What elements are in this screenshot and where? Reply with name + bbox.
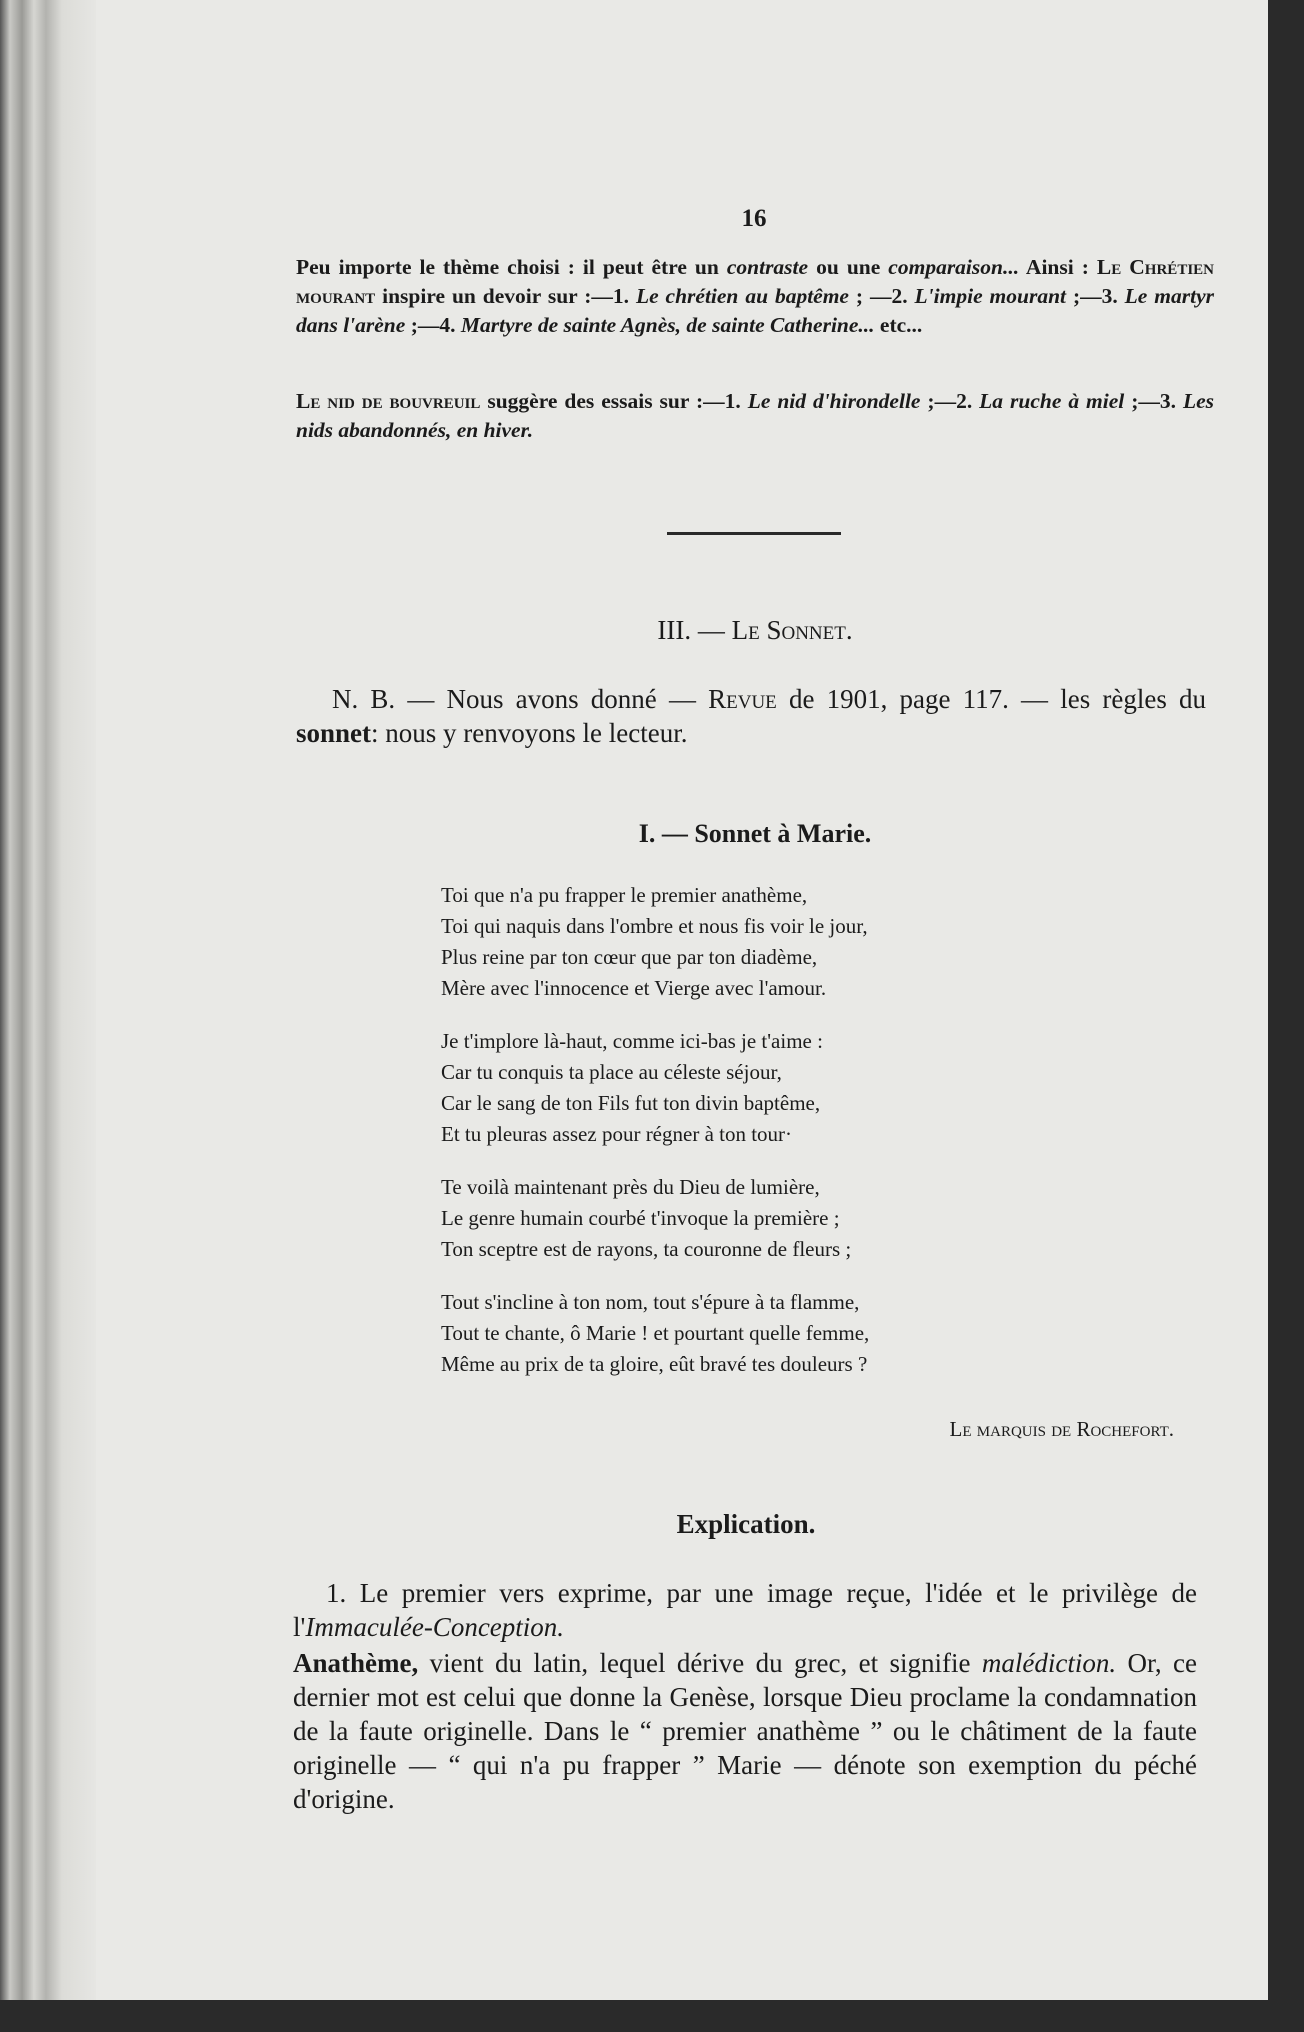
- poem-signature: Le marquis de Rochefort.: [949, 1417, 1174, 1441]
- text: ;—3.: [1124, 389, 1183, 413]
- stanza: [441, 880, 1041, 1004]
- poem-line: Toi qui naquis dans l'ombre et nous fis voir le jour,: [441, 914, 868, 938]
- text-italic: Martyre de sainte Agnès, de sainte Catherine...: [460, 313, 875, 337]
- poem-line: Te voilà maintenant près du Dieu de lumière,: [441, 1175, 820, 1199]
- text: ;—3.: [1066, 284, 1125, 308]
- poem-line: Tout s'incline à ton nom, tout s'épure à ta flamme,: [441, 1290, 860, 1314]
- explication-paragraph-2: [293, 1646, 1197, 1816]
- text: suggère des essais sur :—1.: [480, 389, 748, 413]
- poem-line: Et tu pleuras assez pour régner à ton tour·: [441, 1122, 793, 1146]
- intro-paragraph-1: [296, 253, 1214, 340]
- text-italic: Le chrétien au baptême: [635, 284, 849, 308]
- poem-line: Même au prix de ta gloire, eût bravé tes douleurs ?: [441, 1352, 868, 1376]
- text: Or, ce dernier mot est celui que donne la Genèse, lorsque Dieu proclame la condamnation de la faute originelle. Dans le “ premier anathème ” ou le châtiment de la faute originelle — “ qui n'a pu frapper ” Marie — dénote son exemption du péché d'origine.: [293, 1648, 1197, 1814]
- text-italic: malédiction.: [981, 1648, 1117, 1678]
- section-title: Le Sonnet.: [731, 615, 853, 645]
- text: 1. Le premier vers exprime, par une image reçue, l'idée et le privilège de l': [293, 1578, 1197, 1642]
- text: N. B. — Nous avons donné —: [332, 684, 709, 714]
- book-gutter: [0, 0, 96, 2000]
- stanza: [441, 1172, 1041, 1265]
- text: : nous y renvoyons le lecteur.: [371, 718, 688, 748]
- text: etc...: [874, 313, 923, 337]
- poem-line: Car tu conquis ta place au céleste séjour,: [441, 1060, 782, 1084]
- poem-line: Tout te chante, ô Marie ! et pourtant quelle femme,: [441, 1321, 870, 1345]
- text: inspire un devoir sur :—1.: [375, 284, 636, 308]
- text: vient du latin, lequel dérive du grec, et signifie: [418, 1648, 982, 1678]
- stanza: [441, 1026, 1041, 1150]
- poem-line: Plus reine par ton cœur que par ton diadème,: [441, 945, 818, 969]
- text-italic: Les nids abandonnés, en hiver.: [296, 389, 1214, 442]
- intro-paragraph-2: [296, 387, 1214, 445]
- anatheme-bold: Anathème,: [293, 1648, 419, 1678]
- text-italic: Immaculée-Conception.: [305, 1612, 565, 1642]
- explication-heading: Explication.: [676, 1509, 816, 1539]
- sonnet-bold: sonnet: [296, 718, 372, 748]
- title-small-caps: Le Chrétien mourant: [296, 255, 1214, 308]
- page-number: 16: [741, 205, 767, 232]
- text-italic: contraste: [726, 255, 809, 279]
- text: ;—4.: [405, 313, 461, 337]
- poem-line: Toi que n'a pu frapper le premier anathème,: [441, 883, 808, 907]
- text: de 1901, page 117. — les règles du: [776, 684, 1206, 714]
- text-italic: Le martyr dans l'arène: [296, 284, 1214, 337]
- section-number: III. —: [657, 615, 732, 645]
- explication-paragraph-1: [293, 1576, 1197, 1644]
- stanza: [441, 1287, 1041, 1380]
- text: Peu importe le thème choisi : il peut être un: [296, 255, 727, 279]
- title-small-caps: Le nid de bouvreuil: [296, 389, 481, 413]
- poem-line: Ton sceptre est de rayons, ta couronne de fleurs ;: [441, 1237, 852, 1261]
- text: ou une: [808, 255, 889, 279]
- section-heading: [296, 613, 1214, 647]
- text-italic: La ruche à miel: [979, 389, 1125, 413]
- text-italic: Le nid d'hirondelle: [747, 389, 921, 413]
- poem-line: Car le sang de ton Fils fut ton divin baptême,: [441, 1091, 821, 1115]
- poem-line: Le genre humain courbé t'invoque la première ;: [441, 1206, 840, 1230]
- text-italic: L'impie mourant: [914, 284, 1067, 308]
- poem: [441, 880, 1041, 1380]
- text-italic: comparaison...: [888, 255, 1020, 279]
- revue-small-caps: Revue: [708, 684, 777, 714]
- poem-line: Je t'implore là-haut, comme ici-bas je t'aime :: [441, 1029, 823, 1053]
- text: Ainsi :: [1019, 255, 1097, 279]
- nb-paragraph: [296, 682, 1206, 750]
- section-divider: [667, 532, 841, 535]
- text: ;—2.: [920, 389, 980, 413]
- text: ; —2.: [848, 284, 915, 308]
- poem-title: I. — Sonnet à Marie.: [638, 819, 872, 848]
- poem-line: Mère avec l'innocence et Vierge avec l'amour.: [441, 976, 827, 1000]
